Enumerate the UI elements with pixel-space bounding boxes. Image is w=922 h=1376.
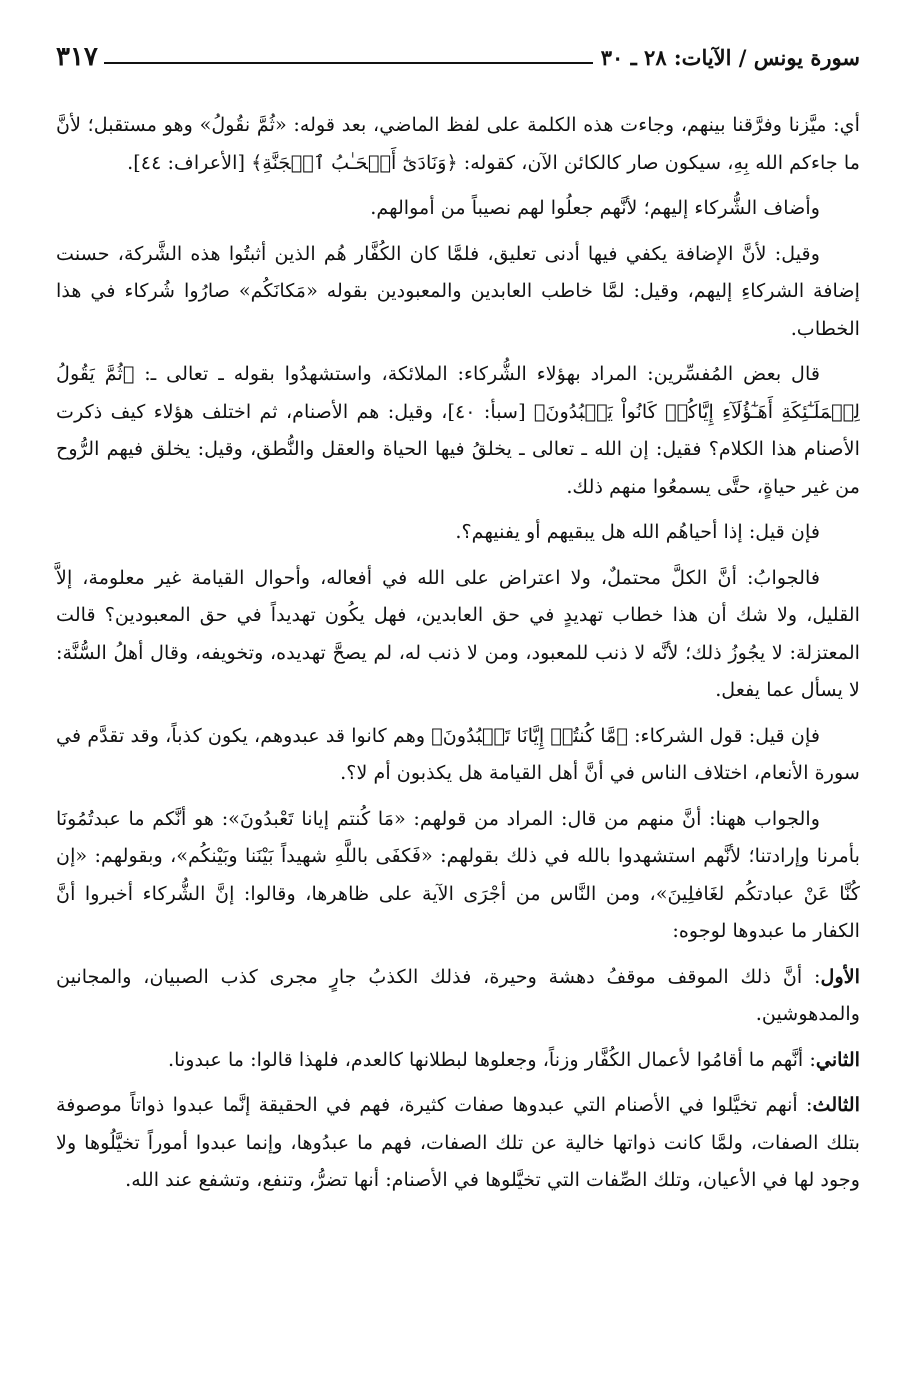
paragraph-3 xyxy=(56,235,860,348)
paragraph-third-reason xyxy=(56,1086,860,1199)
paragraph-first-reason xyxy=(56,958,860,1033)
paragraph-lead: الأول xyxy=(820,964,860,988)
paragraph-text: وقيل: لأنَّ الإضافة يكفي فيها أدنى تعليق، فلمَّا كان الكُفَّار هُم الذين أثبتُوا هذه الشَّركة، حسنت إضافة الشركاءِ إليهم، وقيل: لمَّا خاطب العابدين والمعبودين بقوله «مَكانَكُم» صارُوا شُركاء في هذا الخطاب. xyxy=(56,241,860,340)
running-header xyxy=(56,34,860,70)
paragraph-text: فإن قيل: إذا أحياهُم الله هل يبقيهم أو يفنيهم؟. xyxy=(455,520,820,543)
paragraph-4 xyxy=(56,355,860,505)
paragraph-text: فإن قيل: قول الشركاء: ﴿مَّا كُنتُمۡ إِيَّانَا تَعۡبُدُونَ﴾ وهم كانوا قد عبدوهم، يكون كذباً، وقد تقدَّم في سورة الأنعام، اختلاف الناس في أنَّ أهل القيامة هل يكذبون أم لا؟. xyxy=(56,723,860,784)
paragraph-text: : أنهم تخيَّلوا في الأصنام التي عبدوها صفات كثيرة، فهم في الحقيقة إنَّما عبدوا ذواتاً موصوفة بتلك الصفات، ولمَّا كانت ذواتها خالية عن تلك الصفات، فهم ما عبدُوها، وإنما عبدوا أموراً تخيَّلُوها ولا وجود لها في الأعيان، وتلك الصِّفات التي تخيَّلوها في الأصنام: أنها تضرُّ، وتنفع، وتشفع عند الله. xyxy=(56,1093,860,1191)
paragraph-text: أي: ميَّزنا وفرَّقنا بينهم، وجاءت هذه الكلمة على لفظ الماضي، بعد قوله: «ثُمَّ نقُولُ» وهو مستقبل؛ لأنَّ ما جاءكم الله بِهِ، سيكون صار كالكائن الآن، كقوله: ﴿وَنَادَىٰٓ أَصۡحَـٰبُ ٱلۡجَنَّةِ﴾ [الأعراف: ٤٤]. xyxy=(56,113,860,174)
paragraph-text: قال بعض المُفسِّرين: المراد بهؤلاء الشُّركاء: الملائكة، واستشهدُوا بقوله ـ تعالى ـ: ﴿ثُمَّ يَقُولُ لِلۡمَلَـٰٓئِكَةِ أَهَـٰٓؤُلَآءِ إِيَّاكُمۡ كَانُواْ يَعۡبُدُونَ﴾ [سبأ: ٤٠]، وقيل: هم الأصنام، ثم اختلف هؤلاء كيف ذكرت الأصنام هذا الكلام؟ فقيل: إن الله ـ تعالى ـ يخلقُ فيها الحياة والعقل والنُّطق، وقيل: يخلق فيهم الرُّوح من غير حياةٍ، حتَّى يسمعُوا منهم ذلك. xyxy=(56,362,860,498)
paragraph-8 xyxy=(56,800,860,950)
header-rule xyxy=(104,62,593,64)
paragraph-7 xyxy=(56,717,860,792)
paragraph-6 xyxy=(56,559,860,709)
paragraph-text: فالجوابُ: أنَّ الكلَّ محتملٌ، ولا اعتراض على الله في أفعاله، وأحوال القيامة غير معلومة، إلاَّ القليل، ولا شك أن هذا خطاب تهديدٍ في حق العابدين، فهل يكُون تهديداً في حق المعبودين؟ قالت المعتزلة: لا يجُوزُ ذلك؛ لأنَّه لا ذنب للمعبود، ومن لا ذنب له، لم يصحَّ تهديده، وتخويفه، وقال أهلُ السُّنَّة: لا يسأل عما يفعل. xyxy=(56,565,860,701)
paragraph-second-reason xyxy=(56,1041,860,1079)
paragraph-5 xyxy=(56,513,860,551)
paragraph-text: وأضاف الشُّركاء إليهم؛ لأنَّهم جعلُوا لهم نصيباً من أموالهم. xyxy=(370,196,820,219)
page-body xyxy=(56,106,860,1199)
page-number: ٣١٧ xyxy=(56,42,98,72)
paragraph-text: والجواب ههنا: أنَّ منهم من قال: المراد من قولهم: «مَا كُنتم إيانا تَعْبدُونَ»: هو أنَّكم ما عبدتُمُونَا بأمرنا وإرادتنا؛ لأنَّهم استشهدوا بالله في ذلك بقولهم: «فَكفَى باللَّهِ شهيداً بَيْنَنا وبَيْنكُم»، وبقولهم: «إن كُنَّا عَنْ عبادتكُم لغَافلِينَ»، ومن النَّاس من أجْرَى الآية على ظاهرها، وقالوا: إنَّ الشُّركاء أخبروا أنَّ الكفار ما عبدوها لوجوه: xyxy=(56,806,860,942)
paragraph-lead: الثاني xyxy=(815,1047,860,1071)
paragraph-2 xyxy=(56,189,860,227)
paragraph-text: : أنَّهم ما أقامُوا لأعمال الكُفَّار وزناً، وجعلوها لبطلانها كالعدم، فلهذا قالوا: ما عبدونا. xyxy=(168,1047,816,1071)
surah-title: سورة يونس / الآيات: ٢٨ ـ ٣٠ xyxy=(600,45,860,70)
paragraph-lead: الثالث xyxy=(812,1093,860,1116)
paragraph-text: : أنَّ ذلك الموقف موقفُ دهشة وحيرة، فذلك الكذبُ جارٍ مجرى كذب الصبيان، والمجانين والمدهوشين. xyxy=(56,964,860,1025)
paragraph-1 xyxy=(56,106,860,181)
